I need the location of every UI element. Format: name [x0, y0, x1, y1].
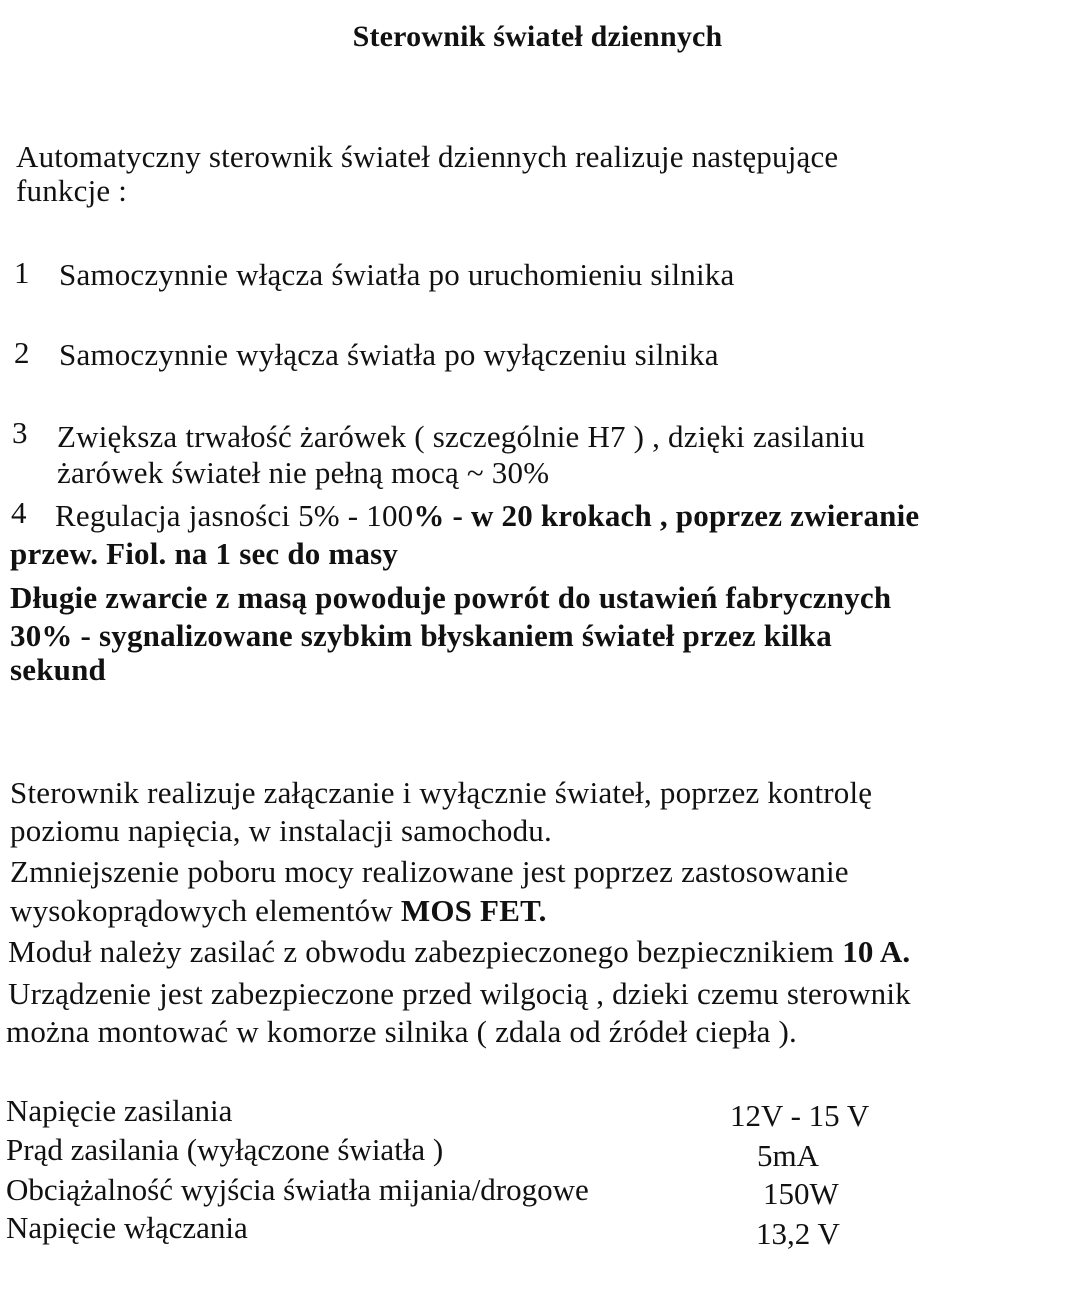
description-line-3: Zmniejszenie poboru mocy realizowane jest poprzez zastosowanie — [10, 854, 849, 889]
mos-fet-label: MOS FET. — [400, 893, 547, 928]
function-3-line-2: żarówek świateł nie pełną mocą ~ 30% — [57, 455, 550, 490]
function-2-number: 2 — [14, 335, 30, 370]
description-line-5 — [8, 934, 910, 970]
function-1-text: Samoczynnie włącza światła po uruchomieniu silnika — [59, 257, 735, 292]
description-line-1: Sterownik realizuje załączanie i wyłącznie świateł, poprzez kontrolę — [10, 775, 873, 810]
spec-value-supply-voltage: 12V - 15 V — [730, 1098, 870, 1133]
spec-value-output-load: 150W — [763, 1176, 839, 1211]
function-4-line-3: Długie zwarcie z masą powoduje powrót do ustawień fabrycznych — [10, 580, 892, 615]
function-4-line-1-normal: Regulacja jasności 5% - 100 — [55, 498, 414, 533]
function-4-line-2: przew. Fiol. na 1 sec do masy — [10, 536, 399, 571]
function-3-line-1: Zwiększa trwałość żarówek ( szczególnie H7 ) , dzięki zasilaniu — [57, 419, 865, 454]
fuse-rating-label: 10 A. — [842, 934, 911, 969]
function-4-line-1 — [55, 498, 919, 534]
description-line-5-normal: Moduł należy zasilać z obwodu zabezpieczonego bezpiecznikiem — [8, 934, 843, 969]
function-3-number: 3 — [12, 415, 28, 450]
function-4-line-1-bold: % - w 20 krokach , poprzez zwieranie — [413, 498, 920, 533]
function-4-line-4: 30% - sygnalizowane szybkim błyskaniem świateł przez kilka — [10, 618, 832, 653]
description-line-4 — [10, 893, 547, 929]
description-line-2: poziomu napięcia, w instalacji samochodu. — [10, 813, 552, 848]
spec-label-supply-current: Prąd zasilania (wyłączone światła ) — [6, 1132, 444, 1167]
description-line-7: można montować w komorze silnika ( zdala od źródeł ciepła ). — [6, 1014, 798, 1049]
spec-label-switch-on-voltage: Napięcie włączania — [6, 1210, 248, 1245]
intro-line-1: Automatyczny sterownik świateł dziennych realizuje następujące — [16, 139, 839, 174]
description-line-6: Urządzenie jest zabezpieczone przed wilgocią , dzieki czemu sterownik — [8, 976, 911, 1011]
intro-line-2: funkcje : — [16, 173, 128, 208]
spec-value-switch-on-voltage: 13,2 V — [756, 1216, 840, 1251]
spec-value-supply-current: 5mA — [757, 1138, 819, 1173]
description-line-4-normal: wysokoprądowych elementów — [10, 893, 401, 928]
spec-label-supply-voltage: Napięcie zasilania — [6, 1093, 233, 1128]
spec-label-output-load: Obciążalność wyjścia światła mijania/drogowe — [6, 1172, 589, 1207]
function-1-number: 1 — [14, 255, 30, 290]
page-title: Sterownik świateł dziennych — [352, 20, 723, 53]
function-4-number: 4 — [11, 495, 27, 530]
function-4-line-5: sekund — [10, 652, 106, 687]
function-2-text: Samoczynnie wyłącza światła po wyłączeniu silnika — [59, 337, 719, 372]
